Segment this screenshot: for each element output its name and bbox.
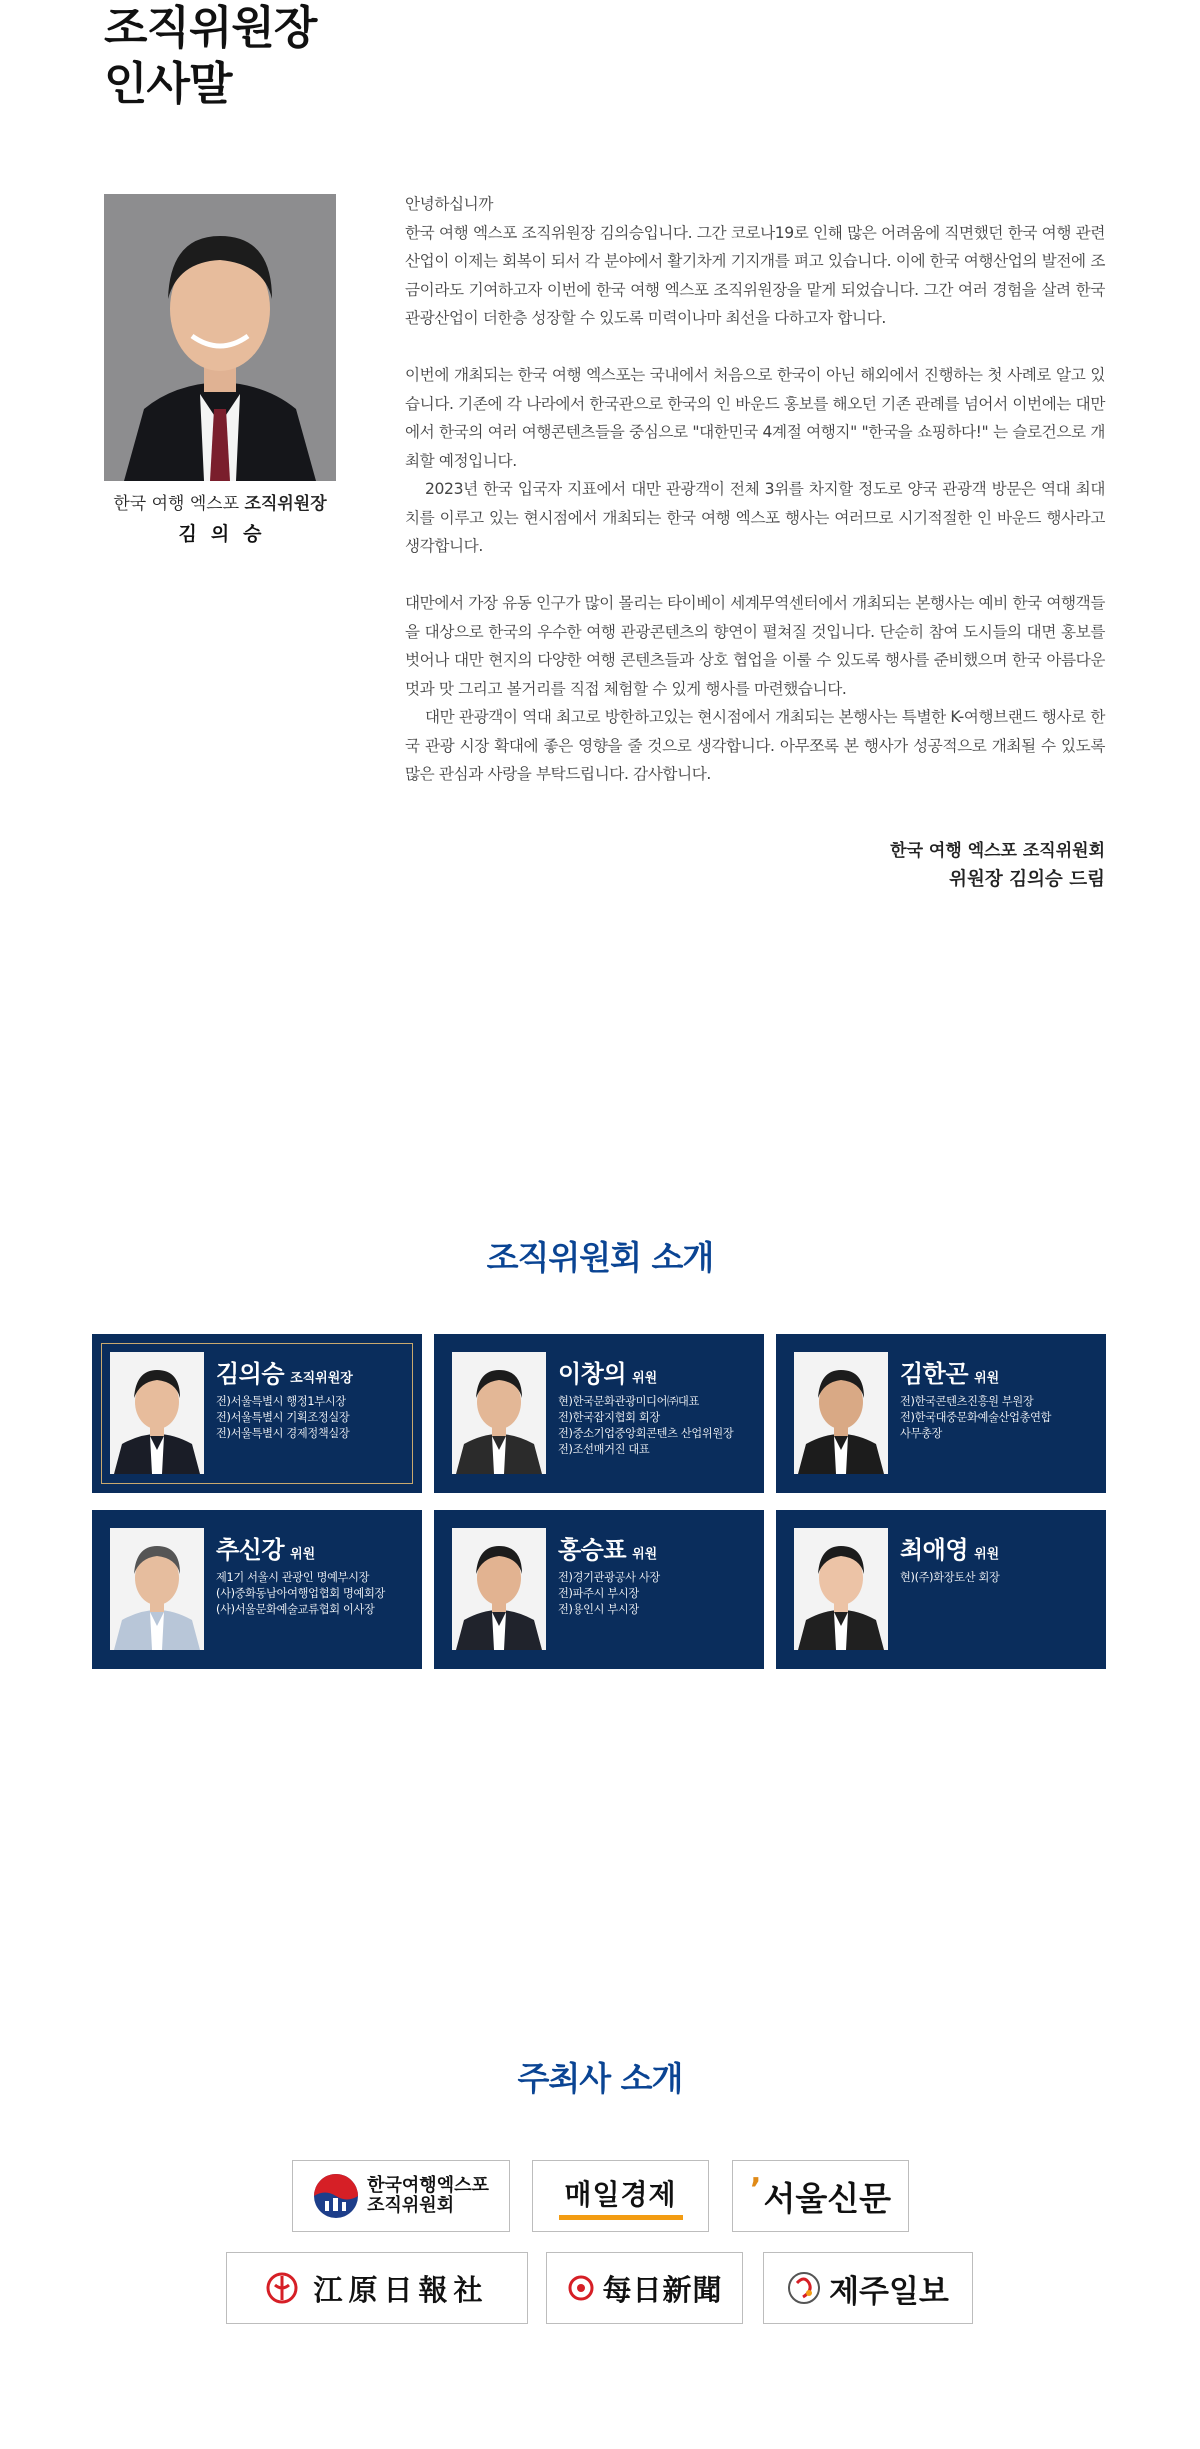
history-line: 전)파주시 부시장 bbox=[558, 1587, 639, 1600]
history-line: 전)조선매거진 대표 bbox=[558, 1443, 650, 1456]
committee-card bbox=[776, 1334, 1106, 1493]
history-line: 전)서울특별시 기획조정실장 bbox=[216, 1411, 350, 1424]
committee-card bbox=[776, 1510, 1106, 1669]
history-line: 제1기 서울시 관광인 명예부시장 bbox=[216, 1571, 370, 1584]
greeting-paragraph: 2023년 한국 입국자 지표에서 대만 관광객이 전체 3위를 차지할 정도로 양국 관광객 방문은 역대 최대치를 이루고 있는 현시점에서 개최되는 한국 여행 엑스포 행사는 여러므로 시기적절한 인 바운드 행사라고 생각합니다. bbox=[405, 480, 1105, 555]
history-line: 전)한국잡지협회 회장 bbox=[558, 1411, 660, 1424]
member-name-text: 김의승 bbox=[216, 1360, 285, 1388]
member-history bbox=[900, 1570, 1000, 1586]
host-logo-jeju-ilbo[interactable] bbox=[763, 2252, 973, 2324]
member-name bbox=[558, 1354, 657, 1389]
history-line: 전)용인시 부시장 bbox=[558, 1603, 639, 1616]
greeting-paragraph bbox=[405, 361, 1105, 475]
history-line: (사)중화동남아여행업협회 명예회장 bbox=[216, 1587, 385, 1600]
logo-text-line2: 조직위원회 bbox=[367, 2195, 455, 2216]
committee-card bbox=[434, 1334, 764, 1493]
host-logo-korea-travel-expo[interactable] bbox=[292, 2160, 510, 2232]
host-logo-kangwon-ilbo[interactable] bbox=[226, 2252, 528, 2324]
maeil-emblem-icon bbox=[566, 2273, 596, 2303]
member-history bbox=[216, 1570, 385, 1618]
logo-text: 每日新聞 bbox=[602, 2272, 723, 2307]
member-name-text: 홍승표 bbox=[558, 1536, 627, 1564]
history-line: 사무총장 bbox=[900, 1427, 943, 1440]
chairman-caption bbox=[104, 489, 336, 514]
history-line: 전)한국콘텐츠진흥원 부원장 bbox=[900, 1395, 1034, 1408]
caption-prefix: 한국 여행 엑스포 bbox=[113, 494, 245, 514]
member-history bbox=[558, 1394, 733, 1458]
committee-card bbox=[92, 1510, 422, 1669]
member-name bbox=[558, 1530, 657, 1565]
committee-card bbox=[434, 1510, 764, 1669]
chairman-name: 김의승 bbox=[178, 523, 276, 545]
member-name-text: 최애영 bbox=[900, 1536, 969, 1564]
caption-role: 조직위원장 bbox=[244, 494, 327, 514]
chairman-photo bbox=[104, 194, 336, 481]
underline-bar bbox=[559, 2215, 683, 2220]
member-photo bbox=[110, 1528, 204, 1650]
history-line: 전)중소기업중앙회콘텐츠 산업위원장 bbox=[558, 1427, 734, 1440]
member-photo bbox=[794, 1528, 888, 1650]
member-history bbox=[216, 1394, 349, 1442]
logo-text: 제주일보 bbox=[829, 2273, 949, 2310]
history-line: (사)서울문화예술교류협회 이사장 bbox=[216, 1603, 375, 1616]
history-line: 전)한국대중문화예술산업총연합 bbox=[900, 1411, 1052, 1424]
member-role: 위원 bbox=[632, 1547, 658, 1562]
history-line: 전)서울특별시 행정1부시장 bbox=[216, 1395, 346, 1408]
member-role: 위원 bbox=[974, 1547, 1000, 1562]
history-line: 현)(주)화장토산 회장 bbox=[900, 1571, 1000, 1584]
paragraph-text: 이번에 개최되는 한국 여행 엑스포는 국내에서 처음으로 한국이 아닌 해외에서 진행하는 첫 사례로 알고 있습니다. 기존에 각 나라에서 한국관으로 한국의 인 바운드 홍보를 해오던 기존 관례를 넘어서 이번에는 대만에서 한국의 여러 여행콘텐츠들을 중심으로 "대한민국 4계절 여행지" "한국을 쇼핑하다!" 는 슬로건으로 개최할 예정입니다. bbox=[405, 366, 1105, 470]
committee-card bbox=[92, 1334, 422, 1493]
member-photo bbox=[110, 1352, 204, 1474]
member-photo bbox=[452, 1528, 546, 1650]
member-name-text: 추신강 bbox=[216, 1536, 285, 1564]
member-photo bbox=[452, 1352, 546, 1474]
history-line: 전)경기관광공사 사장 bbox=[558, 1571, 660, 1584]
greeting-body bbox=[405, 190, 1105, 817]
committee-title: 조직위원회 소개 bbox=[486, 1238, 714, 1277]
member-photo bbox=[794, 1352, 888, 1474]
greeting-title bbox=[104, 0, 316, 112]
greeting-paragraph: 안녕하십니까 한국 여행 엑스포 조직위원장 김의승입니다. 그간 코로나19로 인해 많은 어려움에 직면했던 한국 여행 관련 산업이 이제는 회복이 되서 각 분야에서 활기차게 기지개를 펴고 있습니다. 이에 한국 여행산업의 발전에 조금이라도 기여하고자 이번에 한국 여행 엑스포 조직위원장을 맡게 되었습니다. 그간 여러 경험을 살려 한국 관광산업이 더한층 성장할 수 있도록 미력이나마 최선을 다하고자 합니다. bbox=[405, 195, 1105, 327]
member-role: 위원 bbox=[632, 1371, 658, 1386]
hosts-title: 주최사 소개 bbox=[517, 2059, 683, 2098]
member-role: 위원 bbox=[974, 1371, 1000, 1386]
host-logo-maeil-business[interactable] bbox=[532, 2160, 709, 2232]
greeting-title-line1: 조직위원장 bbox=[104, 1, 317, 54]
greeting-paragraph: 대만 관광객이 역대 최고로 방한하고있는 현시점에서 개최되는 본행사는 특별한 K-여행브랜드 행사로 한국 관광 시장 확대에 좋은 영향을 줄 것으로 생각합니다. 아무쪼록 본 행사가 성공적으로 개최될 수 있도록 많은 관심과 사랑을 부탁드립니다. 감사합니다. bbox=[405, 708, 1105, 783]
greeting-paragraph: 대만에서 가장 유동 인구가 많이 몰리는 타이베이 세계무역센터에서 개최되는 본행사는 예비 한국 여행객들을 대상으로 한국의 우수한 여행 관광콘텐츠의 향연이 펼쳐질 것입니다. 단순히 참여 도시들의 대면 홍보를 벗어나 대만 현지의 다양한 여행 콘텐츠들과 상호 협업을 이룰 수 있도록 행사를 준비했으며 한국 아름다운 멋과 맛 그리고 볼거리를 직접 체험할 수 있게 행사를 마련했습니다. bbox=[405, 594, 1105, 698]
signature-organization: 한국 여행 엑스포 조직위원회 bbox=[890, 841, 1105, 861]
korea-expo-circle-icon bbox=[313, 2173, 359, 2219]
signature-name: 위원장 김의승 드림 bbox=[949, 869, 1105, 890]
member-name bbox=[216, 1530, 315, 1565]
member-history bbox=[900, 1394, 1051, 1442]
logo-text: 매일경제 bbox=[564, 2177, 677, 2211]
greeting-title-line2: 인사말 bbox=[104, 57, 232, 110]
member-name-text: 이창의 bbox=[558, 1360, 627, 1388]
apostrophe-mark-icon: ’ bbox=[750, 2171, 762, 2207]
logo-text: 서울신문 bbox=[763, 2178, 891, 2218]
history-line: 현)한국문화관광미디어㈜대표 bbox=[558, 1395, 700, 1408]
member-name bbox=[900, 1354, 999, 1389]
member-history bbox=[558, 1570, 660, 1618]
member-role: 위원 bbox=[290, 1547, 316, 1562]
member-role: 조직위원장 bbox=[290, 1371, 353, 1386]
history-line: 전)서울특별시 경제정책실장 bbox=[216, 1427, 350, 1440]
member-name bbox=[216, 1354, 353, 1389]
jeju-emblem-icon bbox=[787, 2271, 821, 2305]
member-name bbox=[900, 1530, 999, 1565]
member-name-text: 김한곤 bbox=[900, 1360, 969, 1388]
host-logo-maeil-shinmun[interactable] bbox=[546, 2252, 743, 2324]
logo-text: 江原日報社 bbox=[313, 2272, 489, 2307]
host-logo-seoul-shinmun[interactable] bbox=[732, 2160, 909, 2232]
kangwon-emblem-icon bbox=[265, 2271, 299, 2305]
logo-text-line1: 한국여행엑스포 bbox=[367, 2175, 489, 2196]
